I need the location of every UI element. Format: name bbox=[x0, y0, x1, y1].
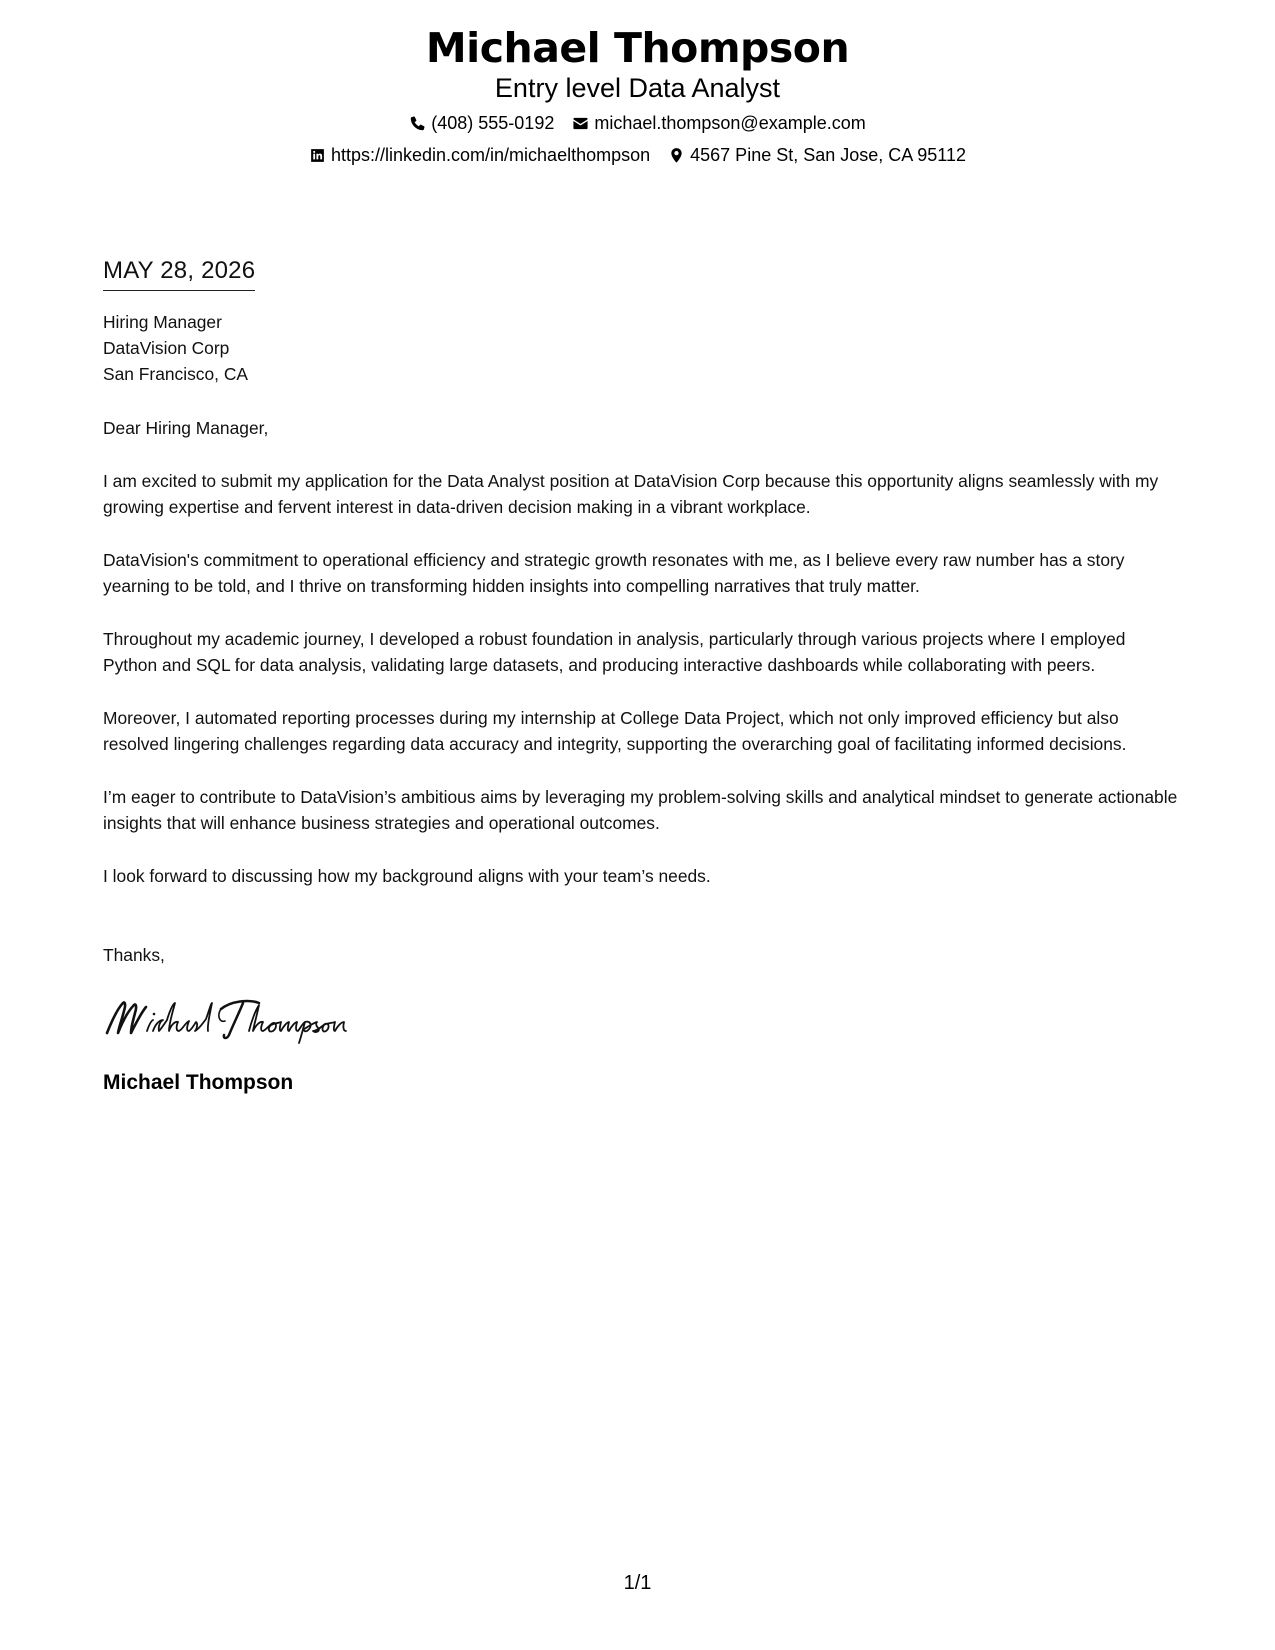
postal-address: 4567 Pine St, San Jose, CA 95112 bbox=[690, 145, 967, 165]
letter-body bbox=[103, 256, 1178, 1097]
contact-row-secondary bbox=[0, 143, 1275, 167]
contact-address bbox=[668, 143, 966, 167]
letter-date: MAY 28, 2026 bbox=[103, 256, 255, 291]
body-paragraph: I am excited to submit my application for the Data Analyst position at DataVision Corp because this opportunity aligns seamlessly with my growing expertise and fervent interest in data-driven decision making in a vibrant workplace. bbox=[103, 471, 1159, 517]
contact-row-primary bbox=[0, 111, 1275, 135]
page-number: 1/1 bbox=[623, 1572, 652, 1594]
salutation: Dear Hiring Manager, bbox=[103, 418, 269, 438]
handwritten-signature bbox=[103, 993, 373, 1049]
recipient-line: San Francisco, CA bbox=[103, 364, 248, 384]
letter-header bbox=[0, 22, 1275, 167]
applicant-name: Michael Thompson bbox=[425, 24, 850, 72]
contact-phone bbox=[409, 111, 554, 135]
closing: Thanks, bbox=[103, 945, 165, 965]
contact-linkedin bbox=[309, 143, 650, 167]
signer-name: Michael Thompson bbox=[103, 1071, 294, 1094]
contact-email bbox=[572, 111, 865, 135]
email-address[interactable]: michael.thompson@example.com bbox=[594, 113, 866, 133]
body-paragraph: DataVision's commitment to operational efficiency and strategic growth resonates with me, as I believe every raw number has a story yearning to be told, and I thrive on transforming hidden insights into compelling narratives that truly matter. bbox=[103, 550, 1125, 596]
map-pin-icon bbox=[668, 147, 685, 164]
recipient-line: Hiring Manager bbox=[103, 312, 222, 332]
body-paragraph: I look forward to discussing how my background aligns with your team’s needs. bbox=[103, 866, 711, 886]
body-paragraph: Throughout my academic journey, I developed a robust foundation in analysis, particularly through various projects where I employed Python and SQL for data analysis, validating large datasets, and producing interactive dashboards while collaborating with peers. bbox=[103, 629, 1126, 675]
body-paragraph: I’m eager to contribute to DataVision’s ambitious aims by leveraging my problem-solving skills and analytical mindset to generate actionable insights that will enhance business strategies and operational outcomes. bbox=[103, 787, 1178, 833]
recipient-block bbox=[103, 309, 1178, 387]
phone-icon bbox=[409, 115, 426, 132]
phone-number[interactable]: (408) 555-0192 bbox=[431, 113, 555, 133]
linkedin-url[interactable]: https://linkedin.com/in/michaelthompson bbox=[330, 145, 651, 165]
linkedin-icon bbox=[309, 147, 326, 164]
recipient-line: DataVision Corp bbox=[103, 338, 230, 358]
job-title: Entry level Data Analyst bbox=[494, 73, 781, 103]
body-paragraph: Moreover, I automated reporting processes during my internship at College Data Project, which not only improved efficiency but also resolved lingering challenges regarding data accuracy and integrity, supporting the overarching goal of facilitating informed decisions. bbox=[103, 708, 1127, 754]
envelope-icon bbox=[572, 115, 589, 132]
